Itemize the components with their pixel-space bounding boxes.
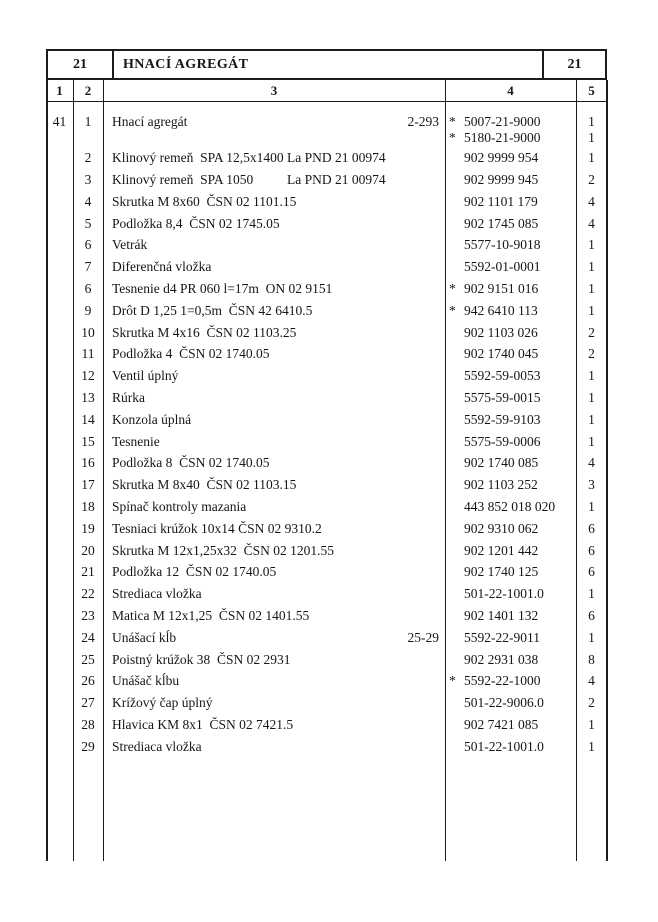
description-text: Skrutka M 12x1,25x32 ČSN 02 1201.55 [112,542,335,558]
catalog-number-text: 902 9310 062 [464,520,539,536]
cell-position-number: 17 [81,477,95,493]
cell-quantity: 4 [588,193,595,209]
table-row [46,670,607,692]
cell-group-number [46,627,73,649]
table-row [46,692,607,714]
description-text: Drôt D 1,25 1=0,5m ČSN 42 6410.5 [112,302,313,318]
cell-catalog-number [445,234,576,256]
description-text: Hlavica KM 8x1 ČSN 02 7421.5 [112,717,294,733]
cell-group-number [46,147,73,169]
cell-description [103,409,445,431]
cell-quantity: 1 [588,130,595,146]
asterisk-mark [449,452,464,474]
catalog-number-text: 902 2931 038 [464,651,539,667]
asterisk-mark [449,169,464,191]
catalog-number-text: 5592-59-0053 [464,368,541,384]
cell-description [103,322,445,344]
cell-quantity: 1 [588,586,595,602]
cell-quantity: 1 [588,390,595,406]
cell-position-number: 19 [81,520,95,536]
figure-reference: 25-29 [407,629,439,645]
cell-position-number: 2 [84,150,92,166]
description-text: Tesniaci krúžok 10x14 ČSN 02 9310.2 [112,520,322,536]
cell-position-number: 28 [81,717,95,733]
cell-position-number: 18 [81,499,95,515]
cell-description [103,191,445,213]
cell-description [103,670,445,692]
cell-catalog-number [445,583,576,605]
cell-group-number [46,452,73,474]
cell-quantity: 1 [588,281,595,297]
catalog-number-text: 501-22-1001.0 [464,586,544,602]
table-row [46,213,607,235]
cell-description [103,452,445,474]
cell-description [103,278,445,300]
table-row [46,605,607,627]
cell-quantity: 1 [588,738,595,754]
table-row [46,147,607,169]
description-text: Poistný krúžok 38 ČSN 02 2931 [112,651,291,667]
cell-position-number: 15 [81,433,95,449]
table-row [46,518,607,540]
description-text: Tesnenie [112,433,160,449]
cell-description [103,300,445,322]
asterisk-mark [449,343,464,365]
cell-description [103,540,445,562]
cell-position-number: 25 [81,651,95,667]
cell-catalog-number [445,452,576,474]
figure-reference: 2-293 [407,113,439,129]
cell-catalog-number [445,387,576,409]
cell-position-number [73,132,103,147]
asterisk-mark [449,605,464,627]
catalog-number-text: 902 7421 085 [464,717,539,733]
cell-quantity: 6 [588,564,595,580]
asterisk-mark [449,213,464,235]
cell-position-number: 29 [81,738,95,754]
asterisk-mark [449,431,464,453]
asterisk-mark [449,191,464,213]
cell-position-number: 11 [81,346,95,362]
catalog-number-text: 5180-21-9000 [464,130,541,146]
catalog-number-text: 5592-01-0001 [464,259,541,275]
cell-group-number [46,474,73,496]
cell-catalog-number [445,627,576,649]
cell-description [103,714,445,736]
catalog-number-text: 902 1103 026 [464,324,538,340]
cell-group-number [46,496,73,518]
cell-description [103,496,445,518]
cell-catalog-number [445,692,576,714]
page-title: HNACÍ AGREGÁT [123,57,249,72]
cell-group-number [46,714,73,736]
cell-description [103,213,445,235]
cell-quantity: 4 [588,215,595,231]
cell-group-number [46,300,73,322]
catalog-number-text: 501-22-9006.0 [464,695,544,711]
asterisk-mark [449,692,464,714]
header-section-number-left: 21 [48,51,114,78]
table-row [46,111,607,133]
table-row [46,583,607,605]
cell-position-number: 3 [84,172,92,188]
cell-position-number: 21 [81,564,95,580]
cell-position-number: 23 [81,608,95,624]
cell-group-number [46,213,73,235]
description-text: Tesnenie d4 PR 060 l=17m ON 02 9151 [112,281,333,297]
cell-catalog-number [445,736,576,758]
description-text: Ventil úplný [112,368,179,384]
table-row [46,431,607,453]
catalog-number-text: 902 1740 125 [464,564,539,580]
catalog-number-text: 5575-59-0015 [464,390,541,406]
cell-quantity: 2 [588,172,595,188]
column-header-5: 5 [588,83,595,98]
table-row [46,234,607,256]
cell-catalog-number [445,714,576,736]
table-row [46,387,607,409]
cell-group-number [46,649,73,671]
cell-group-number [46,387,73,409]
cell-description [103,132,445,147]
cell-quantity: 2 [588,695,595,711]
description-text: Diferenčná vložka [112,259,212,275]
cell-group-number [46,605,73,627]
description-text: Matica M 12x1,25 ČSN 02 1401.55 [112,608,310,624]
catalog-number-text: 902 1201 442 [464,542,539,558]
asterisk-mark [449,649,464,671]
cell-description [103,561,445,583]
catalog-number-text: 5575-59-0006 [464,433,541,449]
cell-group-number [46,583,73,605]
cell-catalog-number [445,605,576,627]
asterisk-mark [449,365,464,387]
description-text: Unášací kĺb [112,629,177,645]
catalog-number-text: 902 9999 945 [464,172,539,188]
catalog-number-text: 942 6410 113 [464,302,538,318]
cell-quantity: 6 [588,542,595,558]
catalog-number-text: 902 1745 085 [464,215,539,231]
cell-group-number [46,343,73,365]
table-row [46,278,607,300]
description-text: Klinový remeň SPA 1050 La PND 21 00974 [112,172,386,188]
description-text: Unášač kĺbu [112,673,180,689]
table-row [46,191,607,213]
cell-group-number [46,256,73,278]
cell-description [103,256,445,278]
column-header-2: 2 [84,83,92,98]
cell-quantity: 1 [588,629,595,645]
table-row [46,649,607,671]
description-text: Krížový čap úplný [112,695,213,711]
cell-catalog-number [445,343,576,365]
cell-description [103,518,445,540]
cell-quantity: 1 [588,717,595,733]
parts-table [46,103,607,758]
asterisk-mark [449,474,464,496]
catalog-number-text: 5592-22-1000 [464,673,541,689]
cell-position-number: 6 [84,281,92,297]
cell-position-number: 13 [81,390,95,406]
asterisk-mark: * [449,130,456,146]
cell-catalog-number [445,365,576,387]
cell-catalog-number [445,474,576,496]
cell-catalog-number [445,322,576,344]
table-row [46,409,607,431]
cell-catalog-number [445,132,576,147]
cell-quantity: 1 [588,433,595,449]
asterisk-mark [449,496,464,518]
cell-quantity: 3 [588,477,595,493]
catalog-number-text: 5007-21-9000 [464,113,541,129]
description-text: Podložka 8 ČSN 02 1740.05 [112,455,270,471]
cell-quantity: 1 [588,368,595,384]
cell-catalog-number [445,670,576,692]
cell-catalog-number [445,191,576,213]
table-row [46,474,607,496]
cell-group-number [46,736,73,758]
asterisk-mark [449,409,464,431]
cell-position-number: 6 [84,237,92,253]
cell-group-number: 41 [52,113,67,129]
cell-group-number [46,670,73,692]
cell-description [103,583,445,605]
asterisk-mark: * [449,673,456,689]
asterisk-mark [449,518,464,540]
cell-catalog-number [445,409,576,431]
asterisk-mark [449,387,464,409]
description-text: Skrutka M 8x60 ČSN 02 1101.15 [112,193,297,209]
cell-group-number [46,365,73,387]
table-row [46,540,607,562]
catalog-number-text: 5592-22-9011 [464,629,540,645]
cell-group-number [46,518,73,540]
cell-catalog-number [445,561,576,583]
table-row [46,627,607,649]
table-row [46,496,607,518]
cell-catalog-number [445,278,576,300]
description-text: Skrutka M 8x40 ČSN 02 1103.15 [112,477,297,493]
description-text: Hnací agregát [112,113,188,129]
catalog-number-text: 902 1740 085 [464,455,539,471]
cell-position-number: 26 [81,673,95,689]
cell-description [103,147,445,169]
asterisk-mark [449,714,464,736]
description-text: Konzola úplná [112,411,192,427]
catalog-number-text: 902 1101 179 [464,193,538,209]
cell-group-number [46,169,73,191]
cell-group-number [46,540,73,562]
cell-quantity: 2 [588,346,595,362]
cell-position-number: 4 [84,193,92,209]
cell-quantity: 1 [588,411,595,427]
cell-description [103,169,445,191]
cell-quantity: 1 [588,499,595,515]
asterisk-mark: * [449,281,456,297]
table-row [46,300,607,322]
asterisk-mark [449,234,464,256]
cell-catalog-number [445,256,576,278]
cell-description [103,474,445,496]
asterisk-mark [449,627,464,649]
cell-catalog-number [445,496,576,518]
catalog-number-text: 443 852 018 020 [464,499,556,515]
description-text: Podložka 12 ČSN 02 1740.05 [112,564,277,580]
cell-group-number [46,132,73,147]
cell-position-number: 5 [84,215,92,231]
cell-position-number: 16 [81,455,95,471]
description-text: Strediaca vložka [112,586,202,602]
cell-quantity: 6 [588,608,595,624]
description-text: Rúrka [112,390,145,406]
asterisk-mark [449,583,464,605]
catalog-number-text: 902 1740 045 [464,346,539,362]
cell-description [103,387,445,409]
cell-quantity: 1 [588,259,595,275]
cell-group-number [46,191,73,213]
cell-group-number [46,409,73,431]
cell-group-number [46,561,73,583]
asterisk-mark: * [449,113,456,129]
column-header-3: 3 [270,83,278,98]
catalog-number-text: 902 1103 252 [464,477,538,493]
cell-description [103,365,445,387]
page-header [46,49,607,80]
asterisk-mark [449,256,464,278]
header-section-number-right: 21 [542,51,605,78]
table-row [46,561,607,583]
cell-catalog-number [445,540,576,562]
description-text: Strediaca vložka [112,738,202,754]
cell-position-number: 22 [81,586,95,602]
cell-quantity: 6 [588,520,595,536]
cell-quantity: 4 [588,673,595,689]
cell-group-number [46,692,73,714]
description-text: Podložka 4 ČSN 02 1740.05 [112,346,270,362]
catalog-number-text: 5592-59-9103 [464,411,541,427]
catalog-number-text: 902 9151 016 [464,281,539,297]
table-row [46,256,607,278]
cell-description [103,111,445,133]
asterisk-mark: * [449,302,456,318]
table-row [46,714,607,736]
table-row [46,452,607,474]
description-text: Vetrák [112,237,148,253]
column-header-4: 4 [507,83,514,98]
cell-quantity: 1 [588,150,595,166]
cell-position-number: 27 [81,695,95,711]
asterisk-mark [449,736,464,758]
asterisk-mark [449,322,464,344]
cell-quantity: 4 [588,455,595,471]
description-text: Spínač kontroly mazania [112,499,247,515]
table-row [46,365,607,387]
cell-group-number [46,322,73,344]
cell-catalog-number [445,147,576,169]
cell-position-number: 12 [81,368,95,384]
cell-quantity: 1 [588,302,595,318]
description-text: Klinový remeň SPA 12,5x1400 La PND 21 00974 [112,150,386,166]
description-text: Podložka 8,4 ČSN 02 1745.05 [112,215,280,231]
cell-group-number [46,234,73,256]
cell-description [103,627,445,649]
catalog-number-text: 501-22-1001.0 [464,738,544,754]
description-text: Skrutka M 4x16 ČSN 02 1103.25 [112,324,297,340]
cell-description [103,431,445,453]
catalog-number-text: 5577-10-9018 [464,237,541,253]
cell-position-number: 1 [84,113,92,129]
catalog-number-text: 902 9999 954 [464,150,539,166]
catalog-number-text: 902 1401 132 [464,608,539,624]
table-row [46,736,607,758]
cell-catalog-number [445,213,576,235]
cell-quantity: 2 [588,324,595,340]
column-header-row [46,80,607,101]
asterisk-mark [449,147,464,169]
cell-catalog-number [445,300,576,322]
column-header-1: 1 [56,83,63,98]
table-row [46,169,607,191]
asterisk-mark [449,561,464,583]
cell-catalog-number [445,431,576,453]
cell-quantity: 8 [588,651,595,667]
cell-catalog-number [445,649,576,671]
cell-position-number: 7 [84,259,92,275]
cell-catalog-number [445,169,576,191]
cell-position-number: 9 [84,302,92,318]
cell-description [103,692,445,714]
cell-description [103,234,445,256]
cell-catalog-number [445,111,576,133]
table-row [46,343,607,365]
cell-position-number: 24 [81,629,95,645]
cell-position-number: 10 [81,324,95,340]
asterisk-mark [449,540,464,562]
cell-position-number: 20 [81,542,95,558]
cell-quantity: 1 [588,113,595,129]
cell-quantity: 1 [588,237,595,253]
cell-group-number [46,278,73,300]
cell-description [103,343,445,365]
cell-description [103,649,445,671]
cell-catalog-number [445,518,576,540]
table-row [46,132,607,147]
cell-description [103,605,445,627]
table-row [46,322,607,344]
cell-position-number: 14 [81,411,95,427]
cell-group-number [46,431,73,453]
cell-description [103,736,445,758]
